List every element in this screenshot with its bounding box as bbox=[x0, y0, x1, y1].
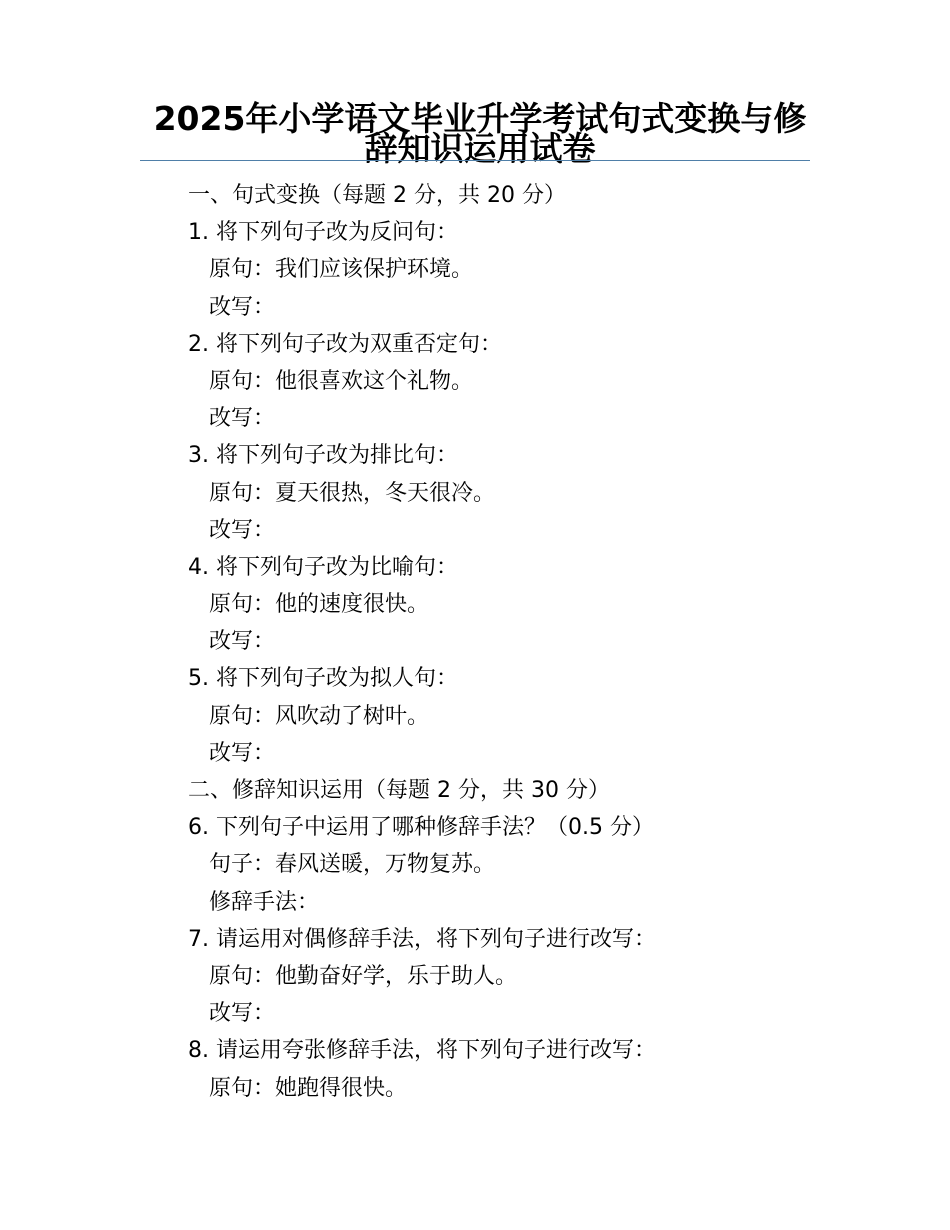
original-sentence: 原句：她跑得很快。 bbox=[209, 1075, 408, 1101]
question-prompt: 3. 将下列句子改为排比句： bbox=[188, 443, 458, 469]
question-prompt: 1. 将下列句子改为反问句： bbox=[188, 220, 458, 246]
original-sentence: 原句：风吹动了树叶。 bbox=[209, 703, 430, 729]
answer-label: 改写： bbox=[209, 406, 276, 432]
question-prompt: 5. 将下列句子改为拟人句： bbox=[188, 666, 458, 692]
page-title: 2025年小学语文毕业升学考试句式变换与修辞知识运用试卷 bbox=[153, 99, 807, 168]
answer-label: 改写： bbox=[209, 740, 276, 766]
original-sentence: 原句：他很喜欢这个礼物。 bbox=[209, 368, 474, 394]
answer-label: 改写： bbox=[209, 1001, 276, 1027]
original-sentence: 原句：夏天很热，冬天很冷。 bbox=[209, 480, 496, 506]
title-divider bbox=[140, 160, 810, 161]
answer-label: 改写： bbox=[209, 517, 276, 543]
section-heading: 一、句式变换（每题 2 分，共 20 分） bbox=[188, 183, 566, 208]
question-prompt: 4. 将下列句子改为比喻句： bbox=[188, 554, 458, 580]
section-heading: 二、修辞知识运用（每题 2 分，共 30 分） bbox=[188, 778, 610, 803]
original-sentence: 原句：他勤奋好学，乐于助人。 bbox=[209, 963, 518, 989]
question-prompt: 7. 请运用对偶修辞手法，将下列句子进行改写： bbox=[188, 926, 656, 952]
answer-label: 改写： bbox=[209, 629, 276, 655]
exam-body bbox=[188, 177, 868, 1107]
original-sentence: 原句：他的速度很快。 bbox=[209, 592, 430, 618]
original-sentence: 原句：我们应该保护环境。 bbox=[209, 257, 474, 283]
answer-label: 改写： bbox=[209, 294, 276, 320]
original-sentence: 句子：春风送暖，万物复苏。 bbox=[209, 852, 496, 878]
answer-label: 修辞手法： bbox=[209, 889, 320, 915]
question-prompt: 6. 下列句子中运用了哪种修辞手法？（0.5 分） bbox=[188, 815, 654, 841]
question-prompt: 8. 请运用夸张修辞手法，将下列句子进行改写： bbox=[188, 1038, 656, 1064]
question-prompt: 2. 将下列句子改为双重否定句： bbox=[188, 331, 502, 357]
